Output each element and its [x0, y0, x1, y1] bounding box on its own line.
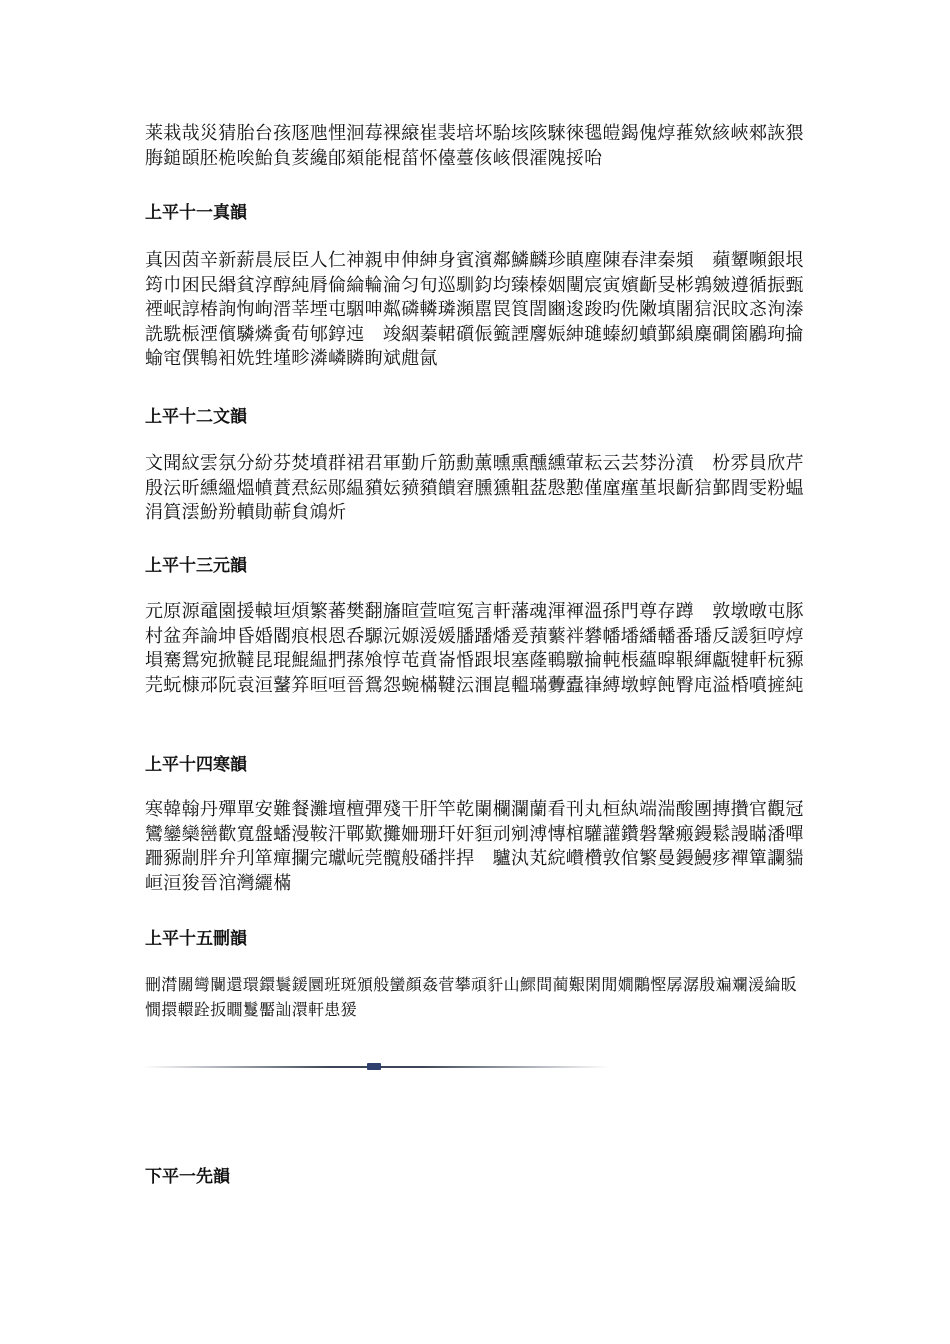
section-text-yuan: 元原源黿園援轅垣煩繁蕃樊翻旛暄萱喧冤言軒藩魂渾褌溫孫門尊存蹲 敦墩暾屯豚村盆奔論坤昏婚閽痕根恩呑騵沅嫄湲媛膰蹯燔爰蕷蘩袢礬幡墦繙轓番璠反諼貆哼焞塤騫鴛宛掀韃昆琨鯤緼捫蓀飧惇芚賁崙惛跟垠塞蕯鶤驐掄軘棖蘊暭鞎緷甗犍軒杬豲芫蚖槺邧阮袁洹鼜笲晅咺晉鴛怨蜿樠鞬沄涠崑轀璊虋蠹嵂縛墩蜳飩臀庉溢棔噴摌純: [145, 601, 804, 696]
section-text-zhen: 真因茵辛新薪晨辰臣人仁神親申伸紳身賓濱鄰鱗麟珍瞋塵陳春津秦頻 蘋顰嚬銀垠筠巾困民緡貧淳醇純脣倫綸輪淪匀旬巡馴鈞均臻榛姻闉宸寅嬪齗旻彬鶉皴遵循振甄禋岷諄椿詢恂峋溍莘堙屯駰呻粼磷轔璘瀕嚚罠筤誾豳逡踆昀侁敶填闍狺泯旼忞洵溱詵駪桭湮儐驎燐夤荀郇錞迍 竣絪蓁輑礩侲籈諲麐娠紳璡螓紉蟦鄞縜麇磵箘鷵珣掄蝓窀僎鶽衵姺甡墐畛潾嶙瞵眴斌甝氤: [145, 250, 804, 369]
section-text-shan: 刪潸關彎闤還環鐶鬟鍰圜班斑頒般蠻顏姦菅攀頑豻山鰥間蔺艱閑閒嫺鷴慳孱潺殷斒斕湲綸眅憪擐轘跧扳瞯鬘靨訕澴軒患猨: [145, 975, 798, 1019]
section-text-han: 寒韓翰丹殫單安難餐灘壇檀彈殘干肝竿乾闌欄瀾蘭看刊丸桓紈端湍酸團摶攢官觀冠鸞鑾欒巒歡寬盤蟠漫鞍汗鄲歎攤姍珊玕奸貆刓剜溥慱棺驩讙鑽磐鞶瘢鏝鬆謾瞞潘嘽跚豲剬胖弁刋箪癉攔完瓛岏莞髖般磻拌捍 驢汍芄綄巑欑敦倌繁曼鏝鰻痑襌簞讕貒峘洹狻晉涫灣纚樠: [145, 799, 804, 894]
section-text-wen: 文聞紋雲氛分紛芬焚墳群裙君軍勤斤筋勳薰曛熏醺纁葷耘云芸棼汾濆 枌雰員欣芹殷沄昕纁縕熅幩蕡焄紜郧緼豶妘豮豶饋窘臐獯靻葐慇懃僅廑瘽堇垠齗狺鄞閰雯粉蝹涓篔澐魵羒轒勛蕲貟鴧炘: [145, 453, 804, 523]
section-heading-wen: 上平十二文韻: [145, 407, 247, 427]
section-heading-shan: 上平十五刪韻: [145, 929, 247, 949]
section-heading-yuan: 上平十三元韻: [145, 556, 247, 576]
section-heading-zhen: 上平十一真韻: [145, 203, 247, 223]
section-heading-han: 上平十四寒韻: [145, 755, 247, 775]
section-divider: [143, 1062, 609, 1070]
section-heading-xian: 下平一先韻: [145, 1167, 230, 1187]
divider-ornament: [367, 1063, 381, 1070]
paragraph-continuation: 莱栽哉災猜胎台孩豗虺悝洄莓裸縗崔裴培坏駘垓陔騋徠毸皚鍻傀焞蓷欸絯峽郲詼猥脢鎚頣胚桅唉鮐負荄纔郋頦能棍菑怀儓薹侅峐偎瀖隗挼咍: [145, 123, 804, 169]
